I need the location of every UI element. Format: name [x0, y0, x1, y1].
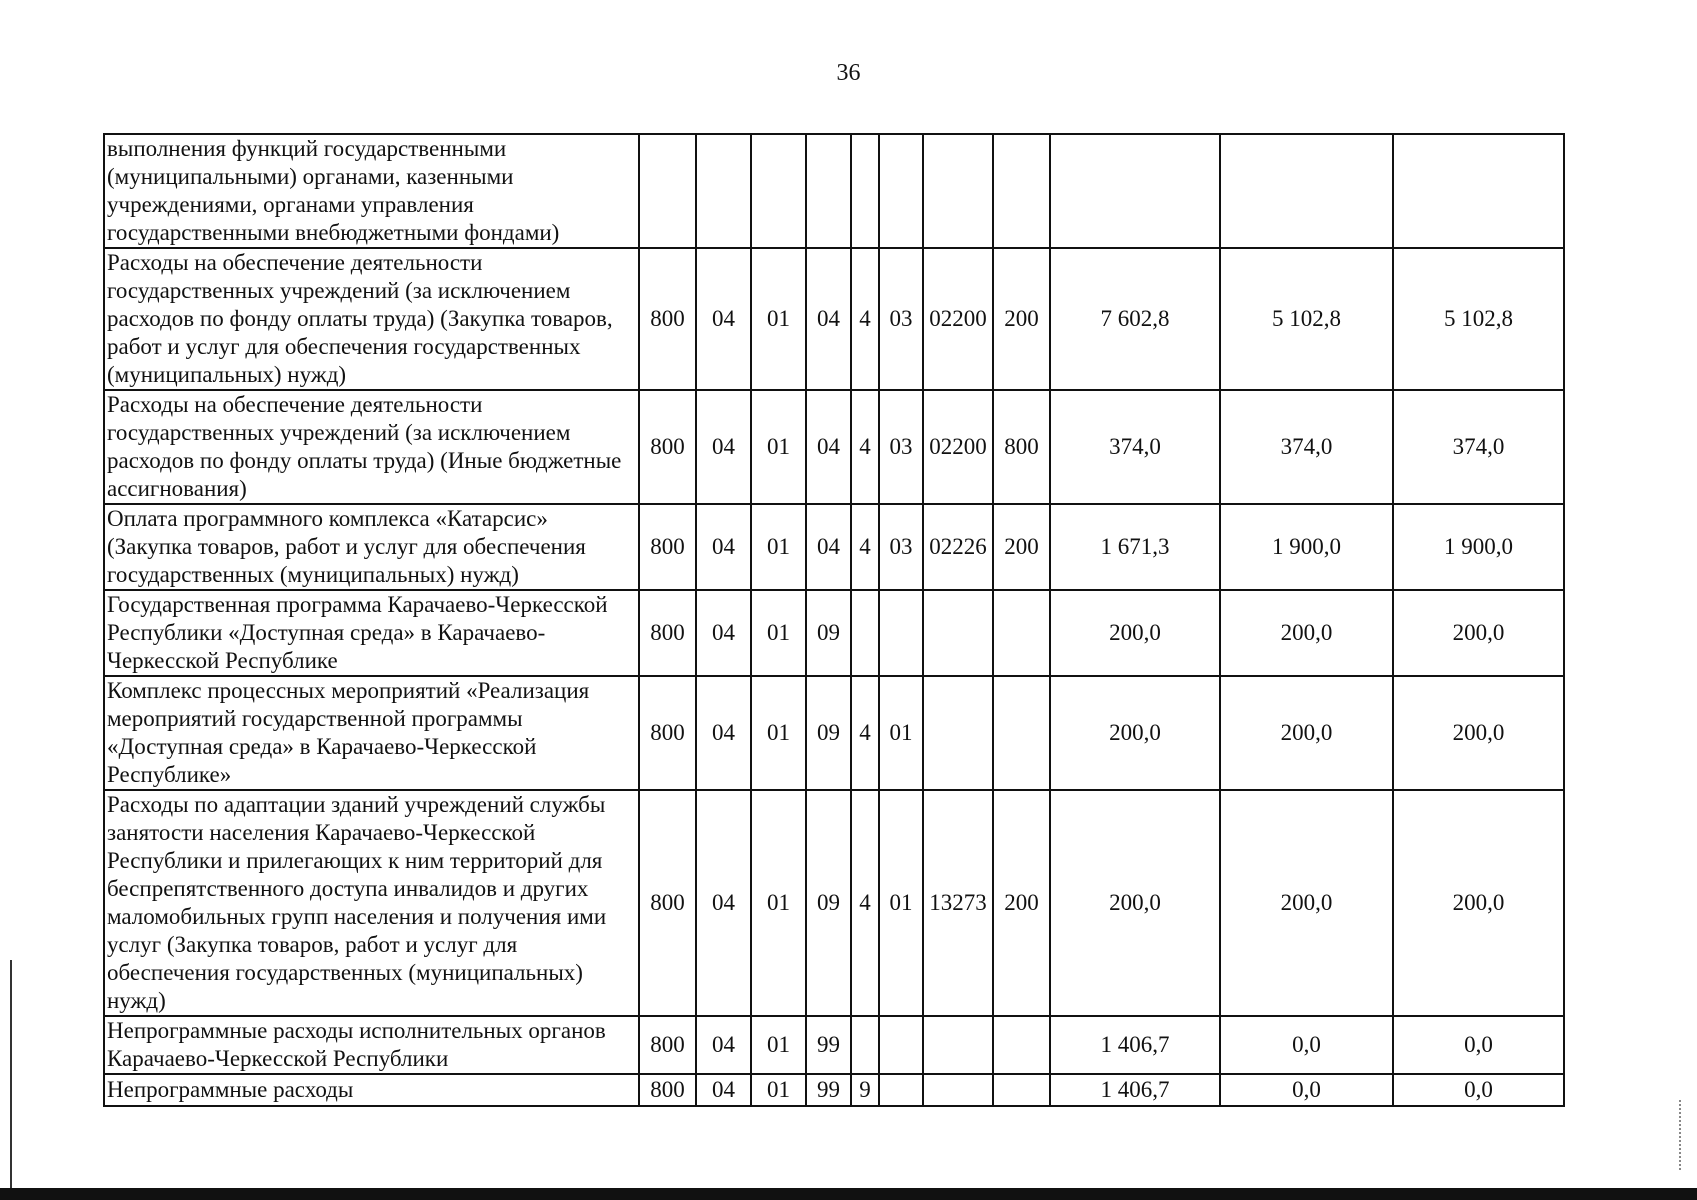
cell-amount-year-3: 5 102,8	[1393, 248, 1564, 390]
row-description: Расходы по адаптации зданий учреждений службы занятости населения Карачаево-Черкесской Республики и прилегающих к ним территорий для беспрепятственного доступа инвалидов и других маломобильных групп населения и получения ими услуг (Закупка товаров, работ и услуг для обеспечения государственных (муниципальных) нужд)	[104, 790, 639, 1016]
scan-edge-line	[10, 960, 12, 1190]
cell-subprogram-code: 4	[851, 676, 879, 790]
cell-ministry-code: 800	[639, 590, 696, 676]
table-row	[104, 390, 1564, 504]
cell-amount-year-1: 1 671,3	[1050, 504, 1220, 590]
cell-subprogram-code	[851, 590, 879, 676]
cell-expense-type	[993, 590, 1050, 676]
cell-expense-type: 200	[993, 504, 1050, 590]
cell-expense-type	[993, 134, 1050, 248]
cell-expense-type: 200	[993, 248, 1050, 390]
cell-subprogram-code: 4	[851, 504, 879, 590]
cell-amount-year-3: 200,0	[1393, 676, 1564, 790]
row-description: Государственная программа Карачаево-Черкесской Республики «Доступная среда» в Карачаево-Черкесской Республике	[104, 590, 639, 676]
cell-amount-year-3	[1393, 134, 1564, 248]
cell-ministry-code: 800	[639, 790, 696, 1016]
cell-program-code: 09	[806, 590, 851, 676]
cell-subprogram-code: 4	[851, 390, 879, 504]
cell-measure-code	[879, 590, 923, 676]
table-row	[104, 1074, 1564, 1106]
cell-amount-year-2: 374,0	[1220, 390, 1393, 504]
table-row	[104, 676, 1564, 790]
cell-ministry-code	[639, 134, 696, 248]
cell-measure-code: 03	[879, 390, 923, 504]
cell-section-code: 04	[696, 248, 751, 390]
cell-measure-code: 03	[879, 504, 923, 590]
row-description: выполнения функций государственными (муниципальными) органами, казенными учреждениями, органами управления государственными внебюджетными фондами)	[104, 134, 639, 248]
row-description: Непрограммные расходы исполнительных органов Карачаево-Черкесской Республики	[104, 1016, 639, 1074]
cell-direction-code: 02200	[923, 390, 993, 504]
cell-ministry-code: 800	[639, 1074, 696, 1106]
cell-section-code: 04	[696, 504, 751, 590]
cell-amount-year-1: 1 406,7	[1050, 1016, 1220, 1074]
cell-program-code: 09	[806, 676, 851, 790]
cell-subsection-code: 01	[751, 1074, 806, 1106]
cell-subsection-code: 01	[751, 676, 806, 790]
cell-section-code: 04	[696, 390, 751, 504]
cell-program-code: 99	[806, 1016, 851, 1074]
cell-amount-year-1: 7 602,8	[1050, 248, 1220, 390]
cell-program-code: 99	[806, 1074, 851, 1106]
scan-artifact	[1679, 1100, 1683, 1170]
table-row	[104, 790, 1564, 1016]
cell-amount-year-2: 200,0	[1220, 590, 1393, 676]
cell-program-code	[806, 134, 851, 248]
cell-section-code: 04	[696, 676, 751, 790]
cell-amount-year-1: 200,0	[1050, 676, 1220, 790]
cell-section-code: 04	[696, 590, 751, 676]
cell-program-code: 09	[806, 790, 851, 1016]
cell-subsection-code: 01	[751, 590, 806, 676]
cell-amount-year-2: 5 102,8	[1220, 248, 1393, 390]
cell-direction-code: 02226	[923, 504, 993, 590]
cell-ministry-code: 800	[639, 676, 696, 790]
table-row	[104, 134, 1564, 248]
cell-direction-code	[923, 1074, 993, 1106]
cell-direction-code	[923, 676, 993, 790]
cell-amount-year-2: 1 900,0	[1220, 504, 1393, 590]
cell-subprogram-code: 4	[851, 790, 879, 1016]
cell-amount-year-3: 0,0	[1393, 1016, 1564, 1074]
cell-amount-year-1: 200,0	[1050, 590, 1220, 676]
cell-expense-type	[993, 1074, 1050, 1106]
cell-direction-code	[923, 590, 993, 676]
cell-section-code: 04	[696, 1016, 751, 1074]
cell-amount-year-1: 374,0	[1050, 390, 1220, 504]
row-description: Расходы на обеспечение деятельности государственных учреждений (за исключением расходов по фонду оплаты труда) (Закупка товаров, работ и услуг для обеспечения государственных (муниципальных) нужд)	[104, 248, 639, 390]
cell-subsection-code: 01	[751, 504, 806, 590]
cell-subprogram-code: 9	[851, 1074, 879, 1106]
cell-amount-year-3: 374,0	[1393, 390, 1564, 504]
cell-measure-code	[879, 1016, 923, 1074]
cell-subsection-code: 01	[751, 390, 806, 504]
cell-measure-code: 03	[879, 248, 923, 390]
cell-subsection-code: 01	[751, 790, 806, 1016]
cell-ministry-code: 800	[639, 504, 696, 590]
cell-amount-year-3: 200,0	[1393, 590, 1564, 676]
cell-measure-code: 01	[879, 676, 923, 790]
budget-table	[103, 133, 1565, 1107]
cell-ministry-code: 800	[639, 1016, 696, 1074]
cell-measure-code	[879, 1074, 923, 1106]
cell-expense-type: 800	[993, 390, 1050, 504]
cell-direction-code	[923, 1016, 993, 1074]
cell-amount-year-2: 0,0	[1220, 1016, 1393, 1074]
cell-program-code: 04	[806, 504, 851, 590]
cell-measure-code: 01	[879, 790, 923, 1016]
cell-amount-year-1	[1050, 134, 1220, 248]
page-number: 36	[836, 60, 861, 86]
cell-section-code: 04	[696, 790, 751, 1016]
cell-amount-year-2	[1220, 134, 1393, 248]
cell-section-code	[696, 134, 751, 248]
table-row	[104, 248, 1564, 390]
cell-ministry-code: 800	[639, 248, 696, 390]
cell-direction-code	[923, 134, 993, 248]
cell-subsection-code: 01	[751, 248, 806, 390]
cell-amount-year-2: 0,0	[1220, 1074, 1393, 1106]
cell-direction-code: 13273	[923, 790, 993, 1016]
row-description: Комплекс процессных мероприятий «Реализация мероприятий государственной программы «Доступная среда» в Карачаево-Черкесской Республике»	[104, 676, 639, 790]
row-description: Непрограммные расходы	[104, 1074, 639, 1106]
cell-direction-code: 02200	[923, 248, 993, 390]
cell-expense-type	[993, 1016, 1050, 1074]
cell-subprogram-code	[851, 134, 879, 248]
cell-amount-year-1: 1 406,7	[1050, 1074, 1220, 1106]
table-row	[104, 504, 1564, 590]
cell-amount-year-2: 200,0	[1220, 790, 1393, 1016]
cell-program-code: 04	[806, 248, 851, 390]
cell-amount-year-2: 200,0	[1220, 676, 1393, 790]
scan-bottom-bar	[0, 1188, 1697, 1200]
table-body	[104, 134, 1564, 1106]
cell-subsection-code	[751, 134, 806, 248]
table-row	[104, 1016, 1564, 1074]
cell-expense-type	[993, 676, 1050, 790]
row-description: Расходы на обеспечение деятельности государственных учреждений (за исключением расходов по фонду оплаты труда) (Иные бюджетные ассигнования)	[104, 390, 639, 504]
cell-subsection-code: 01	[751, 1016, 806, 1074]
row-description: Оплата программного комплекса «Катарсис» (Закупка товаров, работ и услуг для обеспечения государственных (муниципальных) нужд)	[104, 504, 639, 590]
table-row	[104, 590, 1564, 676]
cell-subprogram-code	[851, 1016, 879, 1074]
cell-amount-year-3: 200,0	[1393, 790, 1564, 1016]
cell-ministry-code: 800	[639, 390, 696, 504]
cell-amount-year-3: 0,0	[1393, 1074, 1564, 1106]
cell-amount-year-1: 200,0	[1050, 790, 1220, 1016]
cell-section-code: 04	[696, 1074, 751, 1106]
cell-subprogram-code: 4	[851, 248, 879, 390]
cell-expense-type: 200	[993, 790, 1050, 1016]
cell-amount-year-3: 1 900,0	[1393, 504, 1564, 590]
cell-measure-code	[879, 134, 923, 248]
cell-program-code: 04	[806, 390, 851, 504]
